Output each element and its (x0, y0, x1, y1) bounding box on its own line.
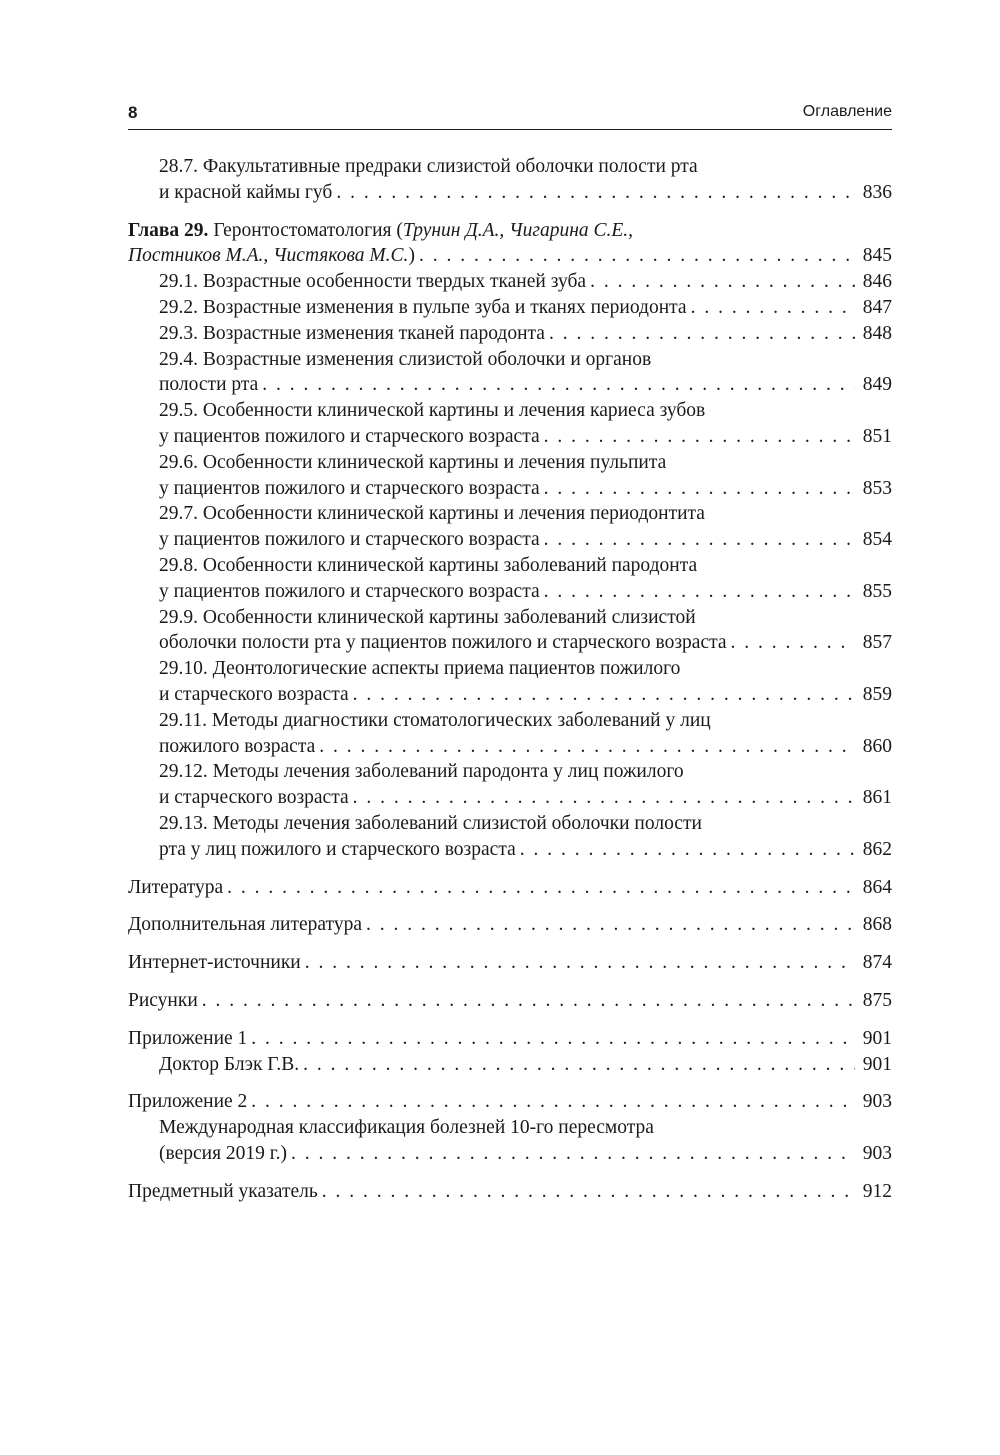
toc-entry-text: 29.1. Возрастные особенности твердых тканей зуба (159, 271, 587, 293)
toc-entry-last-line (128, 1179, 892, 1205)
toc-page-number: 901 (862, 1027, 892, 1049)
toc-entry-last-line (159, 321, 892, 347)
toc-entry (128, 912, 892, 938)
toc-page-number: 912 (862, 1180, 892, 1202)
toc-page-number: 860 (862, 735, 892, 757)
toc-entry-last-line (159, 785, 892, 811)
dot-leader (227, 875, 855, 901)
toc-page-number: 861 (862, 787, 892, 809)
toc-entry-last-line (159, 372, 892, 398)
toc-entry-text: Интернет-источники (128, 952, 301, 974)
dot-leader (549, 321, 855, 347)
toc-entry-last-line (159, 269, 892, 295)
dot-leader (419, 243, 855, 269)
toc-page-number: 862 (862, 838, 892, 860)
dot-leader (590, 269, 855, 295)
dot-leader (251, 1089, 854, 1115)
toc-entry (128, 1089, 892, 1115)
toc-entry-line: 29.6. Особенности клинической картины и лечения пульпита (159, 451, 667, 473)
toc-entry (128, 759, 892, 811)
dot-leader (366, 912, 855, 938)
toc-entry (128, 398, 892, 450)
toc-entry-text: Приложение 1 (128, 1027, 248, 1049)
toc-entry (128, 269, 892, 295)
toc-entry-last-line (159, 837, 892, 863)
toc-entry (128, 553, 892, 605)
toc-entry-last-line (159, 527, 892, 553)
toc-entry-line: 29.9. Особенности клинической картины заболеваний слизистой (159, 606, 696, 628)
toc-entry-last-line (128, 950, 892, 976)
dot-leader (303, 1052, 855, 1078)
toc-entry-text: пожилого возраста (159, 735, 316, 757)
toc-entry-text: у пациентов пожилого и старческого возраста (159, 477, 540, 499)
toc-entry-last-line (128, 1089, 892, 1115)
toc-page-number: 855 (862, 580, 892, 602)
toc-entry (128, 811, 892, 863)
table-of-contents (128, 154, 892, 1204)
toc-entry-last-line (159, 424, 892, 450)
dot-leader (731, 630, 855, 656)
toc-entry-text (128, 243, 415, 269)
toc-entry-line: 29.5. Особенности клинической картины и лечения кариеса зубов (159, 400, 706, 422)
toc-entry (128, 154, 892, 206)
toc-entry-last-line (159, 1052, 892, 1078)
toc-page-number: 857 (862, 632, 892, 654)
toc-entry (128, 501, 892, 553)
toc-page-number: 875 (862, 989, 892, 1011)
toc-entry-last-line (159, 682, 892, 708)
toc-entry-text: (версия 2019 г.) (159, 1142, 287, 1164)
toc-entry (128, 1115, 892, 1167)
dot-leader (262, 372, 854, 398)
toc-entry (128, 708, 892, 760)
dot-leader (305, 950, 855, 976)
toc-entry-text: и красной каймы губ (159, 181, 333, 203)
dot-leader (544, 424, 855, 450)
toc-entry-line: 29.7. Особенности клинической картины и лечения периодонтита (159, 503, 705, 525)
dot-leader (520, 837, 855, 863)
toc-entry-last-line (159, 1141, 892, 1167)
toc-page-number: 848 (862, 322, 892, 344)
toc-entry-line: 29.8. Особенности клинической картины заболеваний пародонта (159, 554, 698, 576)
dot-leader (544, 527, 855, 553)
running-head: Оглавление (802, 103, 892, 120)
toc-entry (128, 1052, 892, 1078)
toc-entry-line: 29.4. Возрастные изменения слизистой оболочки и органов (159, 348, 652, 370)
toc-page-number: 859 (862, 683, 892, 705)
toc-entry-text: Рисунки (128, 989, 198, 1011)
toc-entry-line: 29.13. Методы лечения заболеваний слизистой оболочки полости (159, 812, 702, 834)
toc-entry-text: и старческого возраста (159, 787, 349, 809)
dot-leader (353, 682, 855, 708)
toc-entry-line: 28.7. Факультативные предраки слизистой оболочки полости рта (159, 156, 698, 177)
toc-entry-text: Доктор Блэк Г.В. (159, 1053, 300, 1075)
toc-entry-text: у пациентов пожилого и старческого возраста (159, 580, 540, 602)
dot-leader (691, 295, 855, 321)
toc-entry-last-line (159, 579, 892, 605)
toc-page-number: 846 (862, 271, 892, 293)
toc-entry (128, 450, 892, 502)
dot-leader (202, 988, 855, 1014)
dot-leader (353, 785, 855, 811)
toc-entry-text: 29.2. Возрастные изменения в пульпе зуба и тканях периодонта (159, 296, 687, 318)
toc-entry-text: у пациентов пожилого и старческого возраста (159, 425, 540, 447)
toc-page-number: 853 (862, 477, 892, 499)
toc-entry-last-line (128, 912, 892, 938)
chapter-authors: Постников М.А., Чистякова М.С. (128, 245, 409, 267)
toc-entry-line (128, 218, 892, 244)
chapter-title: Геронтостоматология ( (208, 219, 403, 241)
toc-entry-line: 29.10. Деонтологические аспекты приема пациентов пожилого (159, 658, 681, 680)
toc-entry-text: 29.3. Возрастные изменения тканей пародонта (159, 322, 545, 344)
dot-leader (251, 1026, 854, 1052)
toc-page-number: 845 (862, 245, 892, 267)
toc-entry-last-line (159, 630, 892, 656)
toc-entry-last-line (128, 1026, 892, 1052)
toc-page-number: 847 (862, 296, 892, 318)
toc-entry-last-line (159, 476, 892, 502)
page-number: 8 (128, 103, 138, 122)
toc-entry (128, 321, 892, 347)
toc-page-number: 901 (862, 1053, 892, 1075)
toc-page-number: 854 (862, 529, 892, 551)
toc-entry-last-line (128, 243, 892, 269)
toc-entry (128, 875, 892, 901)
dot-leader (336, 180, 854, 206)
dot-leader (291, 1141, 855, 1167)
toc-entry (128, 988, 892, 1014)
toc-entry-last-line (159, 180, 892, 206)
toc-entry-text: рта у лиц пожилого и старческого возраста (159, 838, 516, 860)
toc-page-number: 851 (862, 425, 892, 447)
toc-entry (128, 347, 892, 399)
dot-leader (319, 734, 855, 760)
page-header (128, 103, 892, 130)
toc-entry-text: и старческого возраста (159, 683, 349, 705)
toc-entry-last-line (128, 875, 892, 901)
toc-chapter-entry (128, 218, 892, 270)
toc-entry-text: Предметный указатель (128, 1180, 318, 1202)
toc-page-number: 864 (862, 876, 892, 898)
dot-leader (322, 1179, 855, 1205)
toc-entry (128, 656, 892, 708)
toc-entry-line: 29.11. Методы диагностики стоматологических заболеваний у лиц (159, 709, 711, 731)
chapter-authors: Трунин Д.А., Чигарина С.Е., (402, 219, 634, 241)
toc-entry-last-line (159, 295, 892, 321)
toc-page-number: 903 (862, 1091, 892, 1113)
toc-page-number: 903 (862, 1142, 892, 1164)
dot-leader (544, 579, 855, 605)
toc-entry-line: Международная классификация болезней 10-го пересмотра (159, 1117, 654, 1139)
toc-entry-text: оболочки полости рта у пациентов пожилого и старческого возраста (159, 632, 727, 654)
toc-page-number: 868 (862, 914, 892, 936)
toc-entry-last-line (128, 988, 892, 1014)
toc-entry (128, 1026, 892, 1052)
toc-entry-text: Литература (128, 876, 224, 898)
toc-entry-line: 29.12. Методы лечения заболеваний пародонта у лиц пожилого (159, 761, 684, 783)
toc-entry-text: у пациентов пожилого и старческого возраста (159, 529, 540, 551)
toc-page-number: 836 (862, 181, 892, 203)
toc-page-number: 874 (862, 952, 892, 974)
toc-entry-text: Приложение 2 (128, 1091, 248, 1113)
toc-entry-text: Дополнительная литература (128, 914, 362, 936)
chapter-close: ) (408, 245, 415, 267)
chapter-label: Глава 29. (128, 219, 209, 241)
toc-entry (128, 1179, 892, 1205)
toc-entry (128, 950, 892, 976)
toc-entry-last-line (159, 734, 892, 760)
toc-entry-text: полости рта (159, 374, 259, 396)
toc-page-number: 849 (862, 374, 892, 396)
dot-leader (544, 476, 855, 502)
toc-entry (128, 605, 892, 657)
toc-entry (128, 295, 892, 321)
